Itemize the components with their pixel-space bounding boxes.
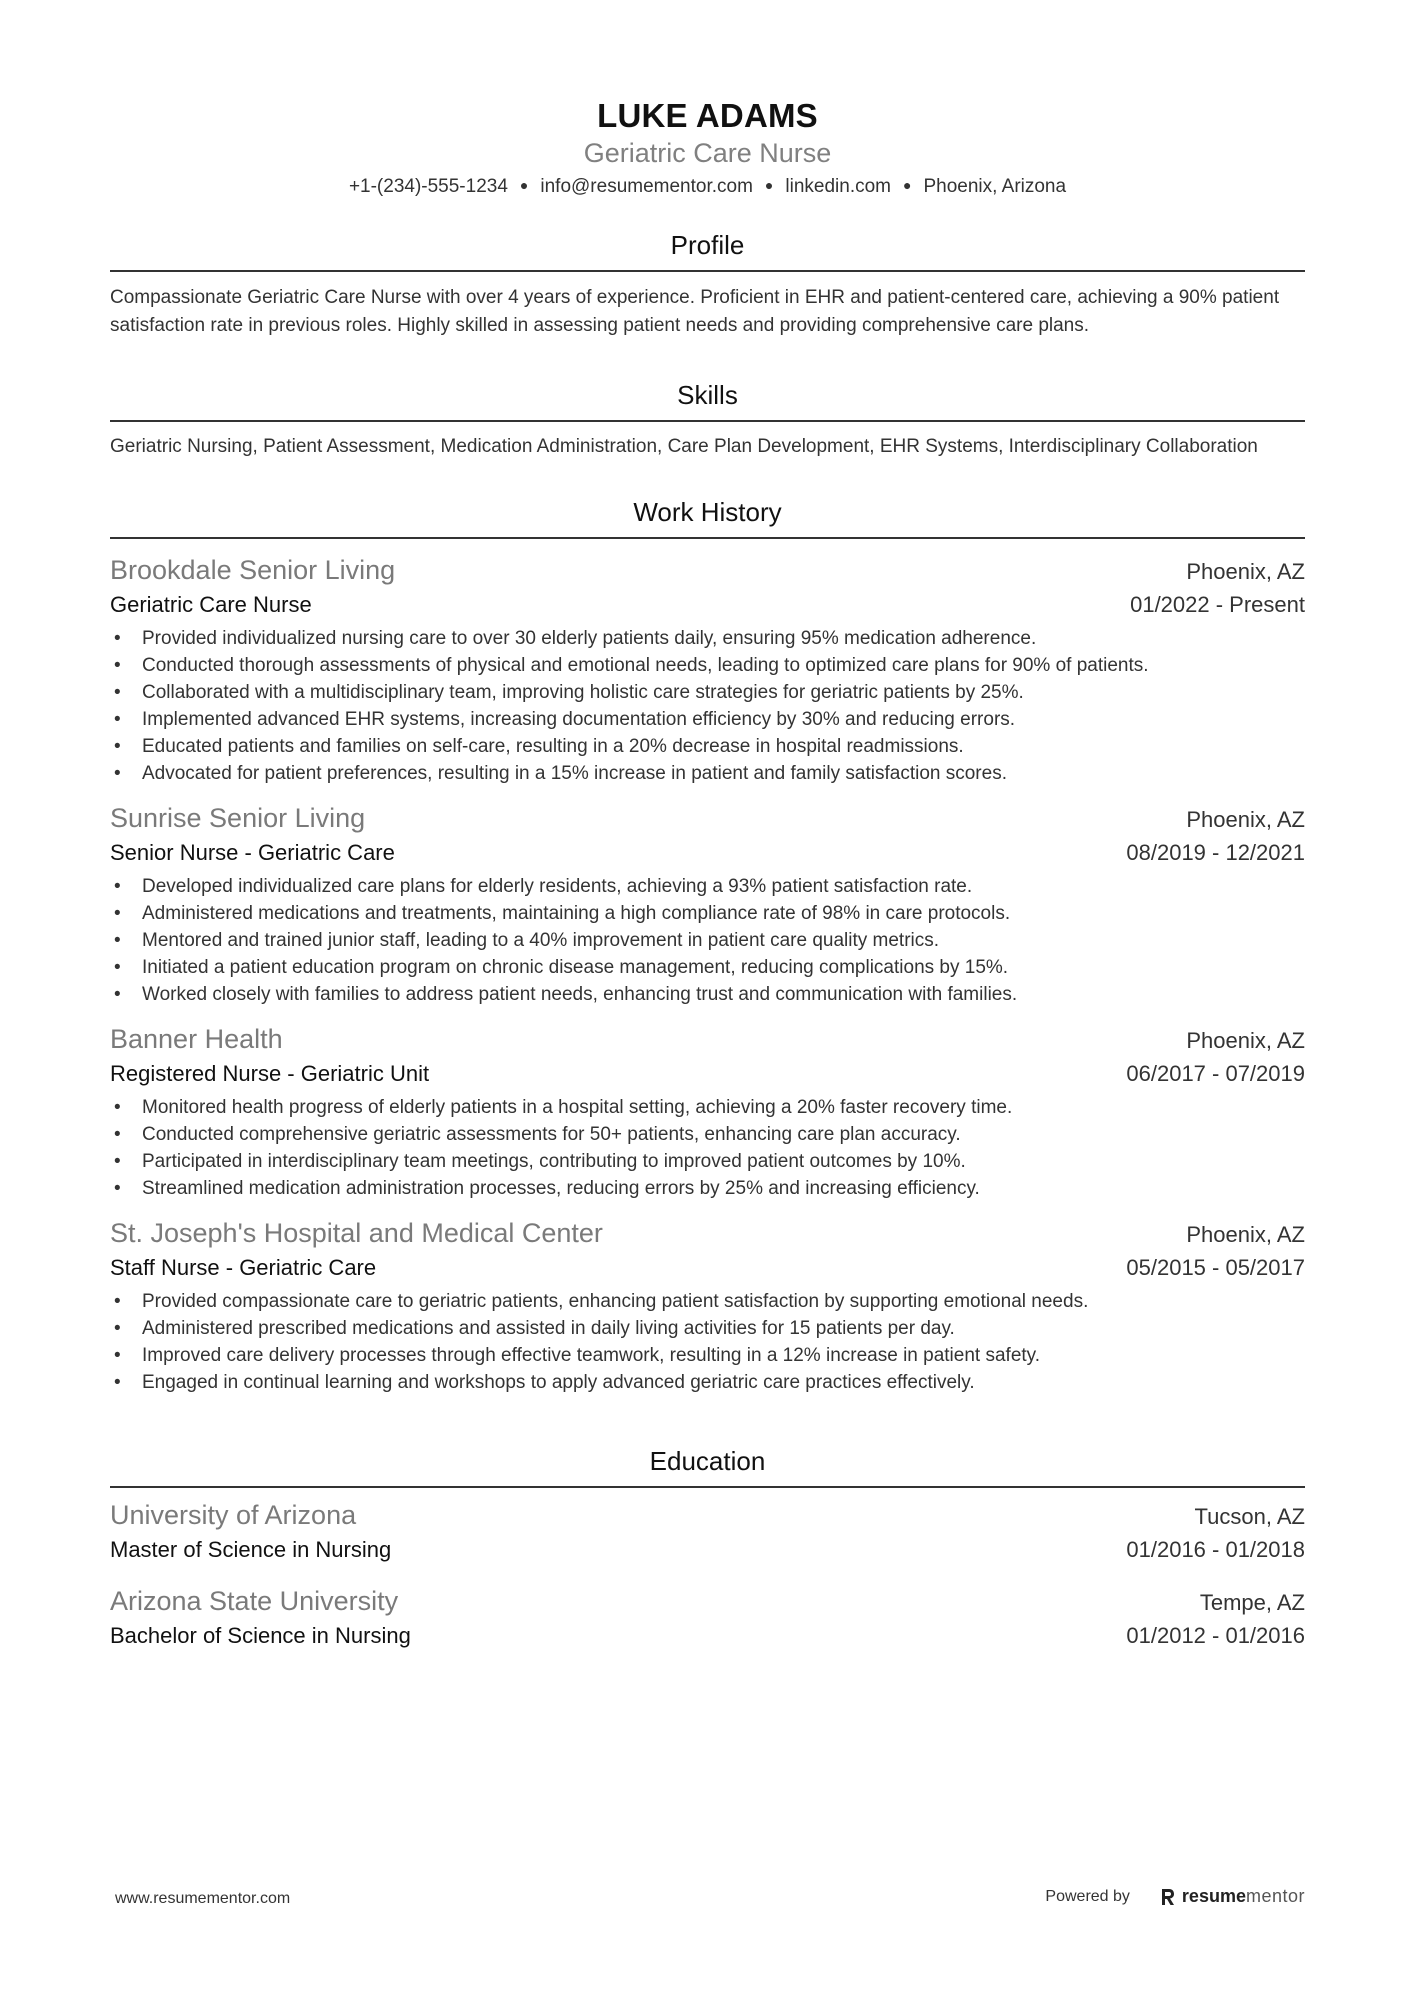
education-location: Tempe, AZ [1199, 1590, 1305, 1615]
job-bullet: • Engaged in continual learning and workshops to apply advanced geriatric care practices effectively. [110, 1369, 1305, 1396]
job-bullet: • Worked closely with families to address patient needs, enhancing trust and communication with families. [110, 981, 1305, 1008]
section-heading-profile: Profile [110, 228, 1305, 272]
job-bullet: • Initiated a patient education program on chronic disease management, reducing complications by 15%. [110, 954, 1305, 981]
logo-text-light: mentor [1245, 1886, 1305, 1906]
job-company: Banner Health [110, 1024, 283, 1054]
job-company: Brookdale Senior Living [110, 555, 396, 585]
job-company: St. Joseph's Hospital and Medical Center [110, 1218, 603, 1248]
resumementor-logo[interactable] [1160, 1886, 1305, 1907]
job-entry [110, 553, 1305, 787]
job-bullet: • Monitored health progress of elderly patients in a hospital setting, achieving a 20% faster recovery time. [110, 1094, 1305, 1121]
job-bullet: • Participated in interdisciplinary team meetings, contributing to improved patient outcomes by 10%. [110, 1148, 1305, 1175]
education-school: University of Arizona [110, 1500, 357, 1530]
job-dates: 08/2019 - 12/2021 [1126, 840, 1305, 865]
job-location: Phoenix, AZ [1186, 1222, 1305, 1247]
education-degree: Master of Science in Nursing [110, 1537, 392, 1562]
job-bullet: • Conducted thorough assessments of physical and emotional needs, leading to optimized care plans for 90% of patients. [110, 652, 1305, 679]
education-location: Tucson, AZ [1194, 1504, 1305, 1529]
job-bullet: • Mentored and trained junior staff, leading to a 40% improvement in patient care quality metrics. [110, 927, 1305, 954]
job-bullet: • Developed individualized care plans for elderly residents, achieving a 93% patient satisfaction rate. [110, 873, 1305, 900]
job-location: Phoenix, AZ [1186, 559, 1305, 584]
education-section [110, 1444, 1305, 1652]
education-school: Arizona State University [110, 1586, 399, 1616]
education-dates: 01/2012 - 01/2016 [1126, 1623, 1305, 1648]
job-bullet: • Administered medications and treatments, maintaining a high compliance rate of 98% in care protocols. [110, 900, 1305, 927]
job-role: Staff Nurse - Geriatric Care [110, 1255, 377, 1280]
skills-list: Geriatric Nursing, Patient Assessment, Medication Administration, Care Plan Development, EHR Systems, Interdisciplinary Collaboration [110, 436, 1258, 457]
resume-header [110, 96, 1305, 200]
section-heading-education: Education [110, 1444, 1305, 1488]
education-dates: 01/2016 - 01/2018 [1126, 1537, 1305, 1562]
job-bullets [110, 873, 1305, 1008]
job-entry [110, 1216, 1305, 1396]
education-degree: Bachelor of Science in Nursing [110, 1623, 411, 1648]
bullet-separator-icon: ● [764, 177, 774, 193]
contact-email[interactable]: info@resumementor.com [540, 176, 753, 197]
job-role: Geriatric Care Nurse [110, 592, 312, 617]
contact-location: Phoenix, Arizona [923, 176, 1067, 197]
job-bullets [110, 1288, 1305, 1396]
contact-phone: +1-(234)-555-1234 [348, 176, 508, 197]
job-bullets [110, 1094, 1305, 1202]
job-bullet: • Conducted comprehensive geriatric assessments for 50+ patients, enhancing care plan accuracy. [110, 1121, 1305, 1148]
section-heading-skills: Skills [110, 378, 1305, 422]
job-company: Sunrise Senior Living [110, 803, 366, 833]
job-bullet: • Streamlined medication administration processes, reducing errors by 25% and increasing efficiency. [110, 1175, 1305, 1202]
resume-page [110, 96, 1305, 1652]
job-bullet: • Administered prescribed medications and assisted in daily living activities for 15 patients per day. [110, 1315, 1305, 1342]
footer-website[interactable]: www.resumementor.com [115, 1890, 291, 1907]
footer-branding [1045, 1886, 1305, 1907]
job-entry [110, 1022, 1305, 1202]
job-bullet: • Educated patients and families on self-care, resulting in a 20% decrease in hospital readmissions. [110, 733, 1305, 760]
candidate-title: Geriatric Care Nurse [583, 138, 832, 168]
job-role: Senior Nurse - Geriatric Care [110, 840, 395, 865]
job-bullet: • Provided individualized nursing care to over 30 elderly patients daily, ensuring 95% medication adherence. [110, 625, 1305, 652]
job-bullets [110, 625, 1305, 787]
job-dates: 05/2015 - 05/2017 [1126, 1255, 1305, 1280]
profile-section [110, 228, 1305, 340]
job-bullet: • Implemented advanced EHR systems, increasing documentation efficiency by 30% and reducing errors. [110, 706, 1305, 733]
bullet-separator-icon: ● [903, 177, 912, 193]
job-bullet: • Advocated for patient preferences, resulting in a 15% increase in patient and family satisfaction scores. [110, 760, 1305, 787]
contact-line [110, 172, 1305, 200]
profile-summary: Compassionate Geriatric Care Nurse with over 4 years of experience. Proficient in EHR and patient-centered care, achieving a 90% patient satisfaction rate in previous roles. Highly skilled in assessing patient needs and providing comprehensive care plans. [110, 287, 1280, 336]
education-entry [110, 1584, 1305, 1652]
powered-by-label: Powered by [1045, 1887, 1130, 1905]
work-history-section [110, 495, 1305, 1396]
education-entry [110, 1498, 1305, 1566]
job-location: Phoenix, AZ [1186, 807, 1305, 832]
job-bullet: • Collaborated with a multidisciplinary team, improving holistic care strategies for geriatric patients by 25%. [110, 679, 1305, 706]
job-entry [110, 801, 1305, 1008]
logo-text-bold: resume [1181, 1886, 1246, 1906]
resumementor-logo-icon [1160, 1887, 1176, 1907]
bullet-separator-icon: ● [519, 177, 529, 193]
section-heading-work-history: Work History [110, 495, 1305, 539]
candidate-name: LUKE ADAMS [597, 97, 818, 134]
job-dates: 06/2017 - 07/2019 [1126, 1061, 1305, 1086]
job-dates: 01/2022 - Present [1130, 592, 1305, 617]
job-bullet: • Improved care delivery processes through effective teamwork, resulting in a 12% increase in patient safety. [110, 1342, 1305, 1369]
job-location: Phoenix, AZ [1186, 1028, 1305, 1053]
contact-linkedin[interactable]: linkedin.com [785, 176, 891, 197]
job-bullet: • Provided compassionate care to geriatric patients, enhancing patient satisfaction by supporting emotional needs. [110, 1288, 1305, 1315]
skills-section [110, 378, 1305, 459]
job-role: Registered Nurse - Geriatric Unit [110, 1061, 430, 1086]
